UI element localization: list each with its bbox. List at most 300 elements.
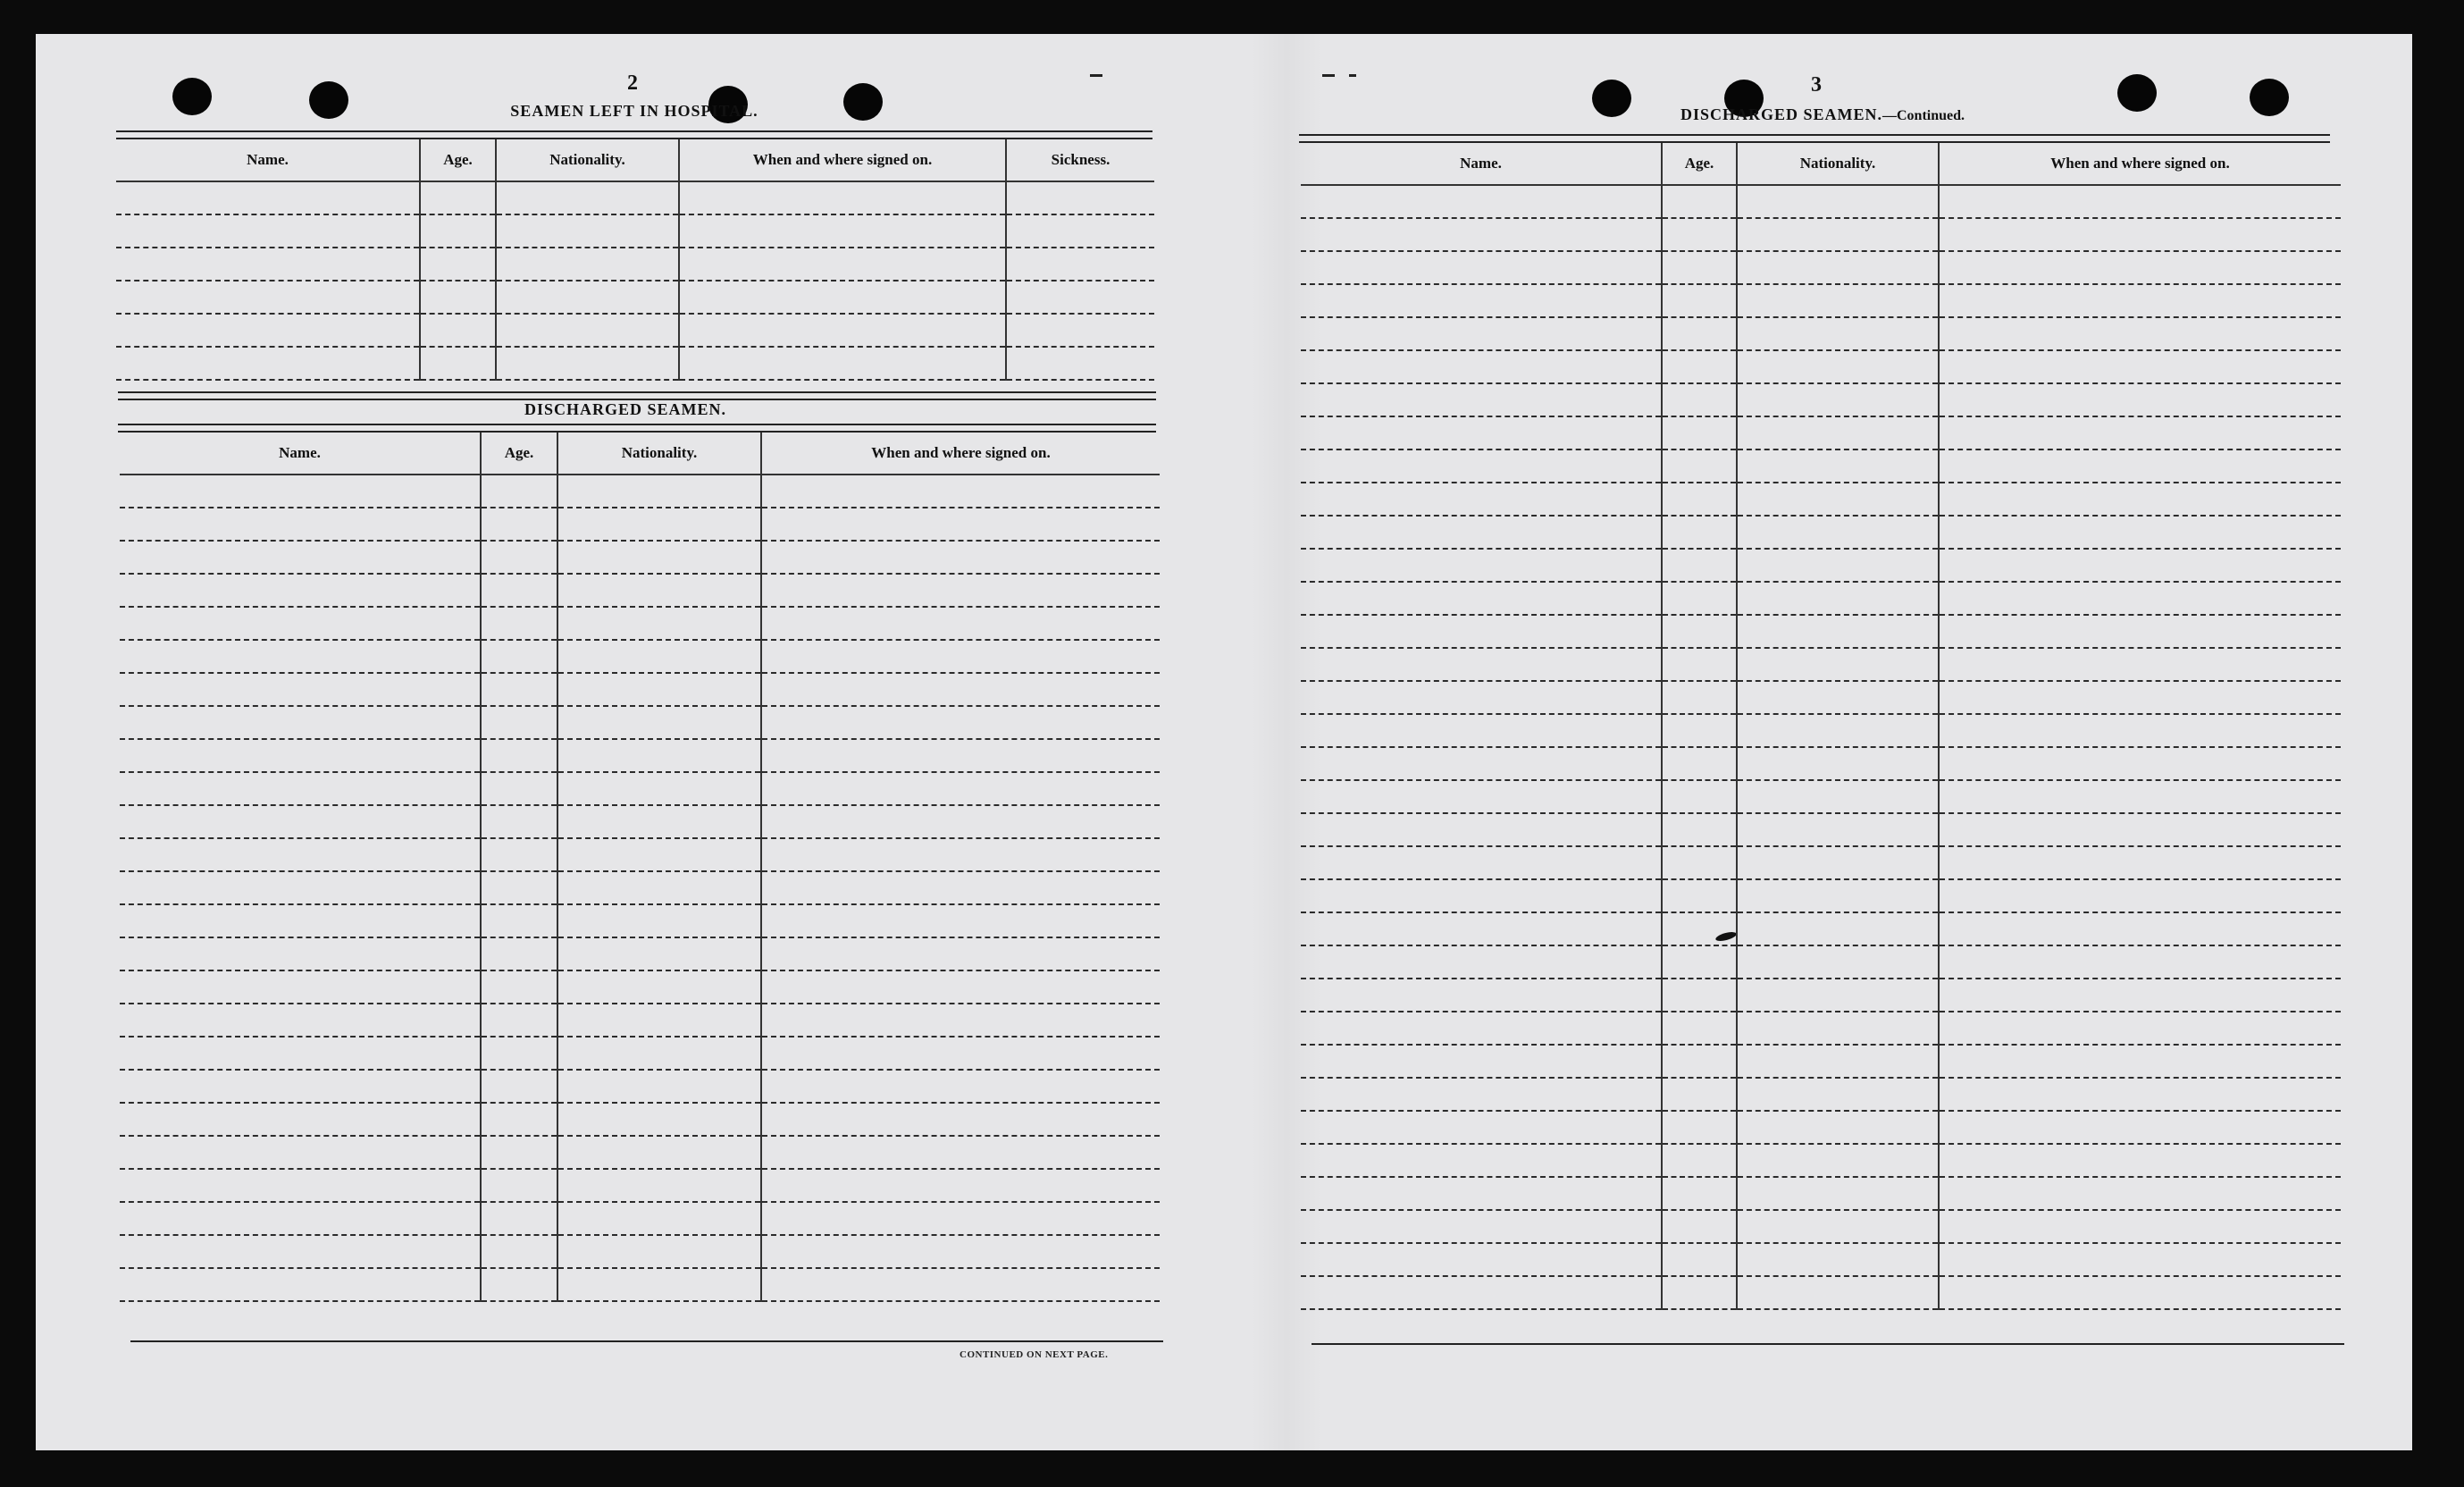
table-row bbox=[120, 1268, 1160, 1301]
blank-cell bbox=[1939, 979, 2341, 1012]
table-row bbox=[1301, 185, 2341, 218]
blank-cell bbox=[481, 1037, 557, 1070]
table-row bbox=[120, 739, 1160, 772]
blank-cell bbox=[1737, 1045, 1939, 1078]
blank-cell bbox=[1662, 516, 1737, 549]
table-row bbox=[1301, 516, 2341, 549]
table-row bbox=[1301, 1276, 2341, 1309]
blank-cell bbox=[1301, 714, 1662, 747]
table-row bbox=[1301, 483, 2341, 516]
blank-cell bbox=[1662, 1045, 1737, 1078]
bottom-rule bbox=[130, 1340, 1163, 1342]
blank-cell bbox=[120, 805, 481, 838]
table-row bbox=[120, 772, 1160, 805]
blank-cell bbox=[1939, 681, 2341, 714]
blank-cell bbox=[679, 248, 1006, 281]
blank-cell bbox=[1939, 1177, 2341, 1210]
blank-cell bbox=[1662, 1144, 1737, 1177]
blank-cell bbox=[116, 214, 420, 248]
blank-cell bbox=[420, 314, 496, 347]
column-header: Name. bbox=[116, 139, 420, 181]
table-row bbox=[120, 805, 1160, 838]
blank-cell bbox=[1939, 1276, 2341, 1309]
blank-cell bbox=[761, 871, 1160, 904]
blank-cell bbox=[1662, 979, 1737, 1012]
blank-cell bbox=[1006, 314, 1154, 347]
blank-cell bbox=[120, 1235, 481, 1268]
blank-cell bbox=[557, 508, 761, 541]
blank-cell bbox=[1662, 1177, 1737, 1210]
blank-cell bbox=[481, 871, 557, 904]
blank-cell bbox=[1939, 912, 2341, 945]
blank-cell bbox=[1939, 648, 2341, 681]
blank-cell bbox=[1939, 846, 2341, 879]
blank-cell bbox=[1737, 185, 1939, 218]
blank-cell bbox=[1737, 945, 1939, 979]
blank-cell bbox=[1737, 615, 1939, 648]
blank-cell bbox=[1939, 1111, 2341, 1144]
table-row bbox=[1301, 1111, 2341, 1144]
blank-cell bbox=[120, 508, 481, 541]
blank-cell bbox=[557, 673, 761, 706]
blank-cell bbox=[557, 1103, 761, 1136]
page-number: 2 bbox=[627, 71, 638, 95]
blank-cell bbox=[481, 904, 557, 937]
blank-cell bbox=[1662, 813, 1737, 846]
hospital-rows bbox=[116, 181, 1154, 380]
table-row bbox=[120, 574, 1160, 607]
blank-cell bbox=[1662, 1012, 1737, 1045]
blank-cell bbox=[481, 607, 557, 640]
blank-cell bbox=[679, 347, 1006, 380]
blank-cell bbox=[557, 970, 761, 1004]
blank-cell bbox=[481, 739, 557, 772]
blank-cell bbox=[1006, 281, 1154, 314]
blank-cell bbox=[1301, 648, 1662, 681]
table-row bbox=[1301, 1177, 2341, 1210]
blank-cell bbox=[1737, 251, 1939, 284]
table-row bbox=[1301, 383, 2341, 416]
blank-cell bbox=[557, 1037, 761, 1070]
table-row bbox=[1301, 912, 2341, 945]
section-title: DISCHARGED SEAMEN. bbox=[524, 400, 727, 418]
blank-cell bbox=[481, 805, 557, 838]
blank-cell bbox=[420, 181, 496, 214]
blank-cell bbox=[761, 805, 1160, 838]
table-row bbox=[116, 281, 1154, 314]
blank-cell bbox=[1301, 1045, 1662, 1078]
punch-hole bbox=[172, 78, 212, 115]
section-title bbox=[1635, 105, 2010, 124]
blank-cell bbox=[761, 508, 1160, 541]
blank-cell bbox=[116, 248, 420, 281]
blank-cell bbox=[1737, 846, 1939, 879]
blank-cell bbox=[557, 706, 761, 739]
blank-cell bbox=[1737, 218, 1939, 251]
column-header: When and where signed on. bbox=[679, 139, 1006, 181]
table-row bbox=[1301, 1045, 2341, 1078]
blank-cell bbox=[120, 673, 481, 706]
blank-cell bbox=[1301, 979, 1662, 1012]
table-row bbox=[1301, 549, 2341, 582]
blank-cell bbox=[120, 1136, 481, 1169]
blank-cell bbox=[481, 640, 557, 673]
table-row bbox=[1301, 284, 2341, 317]
blank-cell bbox=[1737, 1243, 1939, 1276]
blank-cell bbox=[1301, 615, 1662, 648]
blank-cell bbox=[1737, 780, 1939, 813]
table-row bbox=[120, 1004, 1160, 1037]
blank-cell bbox=[761, 1268, 1160, 1301]
blank-cell bbox=[1737, 681, 1939, 714]
blank-cell bbox=[1301, 251, 1662, 284]
blank-cell bbox=[1006, 248, 1154, 281]
blank-cell bbox=[481, 475, 557, 508]
blank-cell bbox=[120, 640, 481, 673]
table-row bbox=[120, 1103, 1160, 1136]
blank-cell bbox=[120, 739, 481, 772]
blank-cell bbox=[1662, 714, 1737, 747]
blank-cell bbox=[120, 1070, 481, 1103]
blank-cell bbox=[1301, 1078, 1662, 1111]
blank-cell bbox=[1662, 648, 1737, 681]
column-header: Name. bbox=[120, 433, 481, 475]
table-row bbox=[1301, 449, 2341, 483]
blank-cell bbox=[496, 214, 679, 248]
table-row bbox=[116, 248, 1154, 281]
blank-cell bbox=[557, 1268, 761, 1301]
blank-cell bbox=[761, 1169, 1160, 1202]
blank-cell bbox=[1006, 347, 1154, 380]
punch-hole bbox=[309, 81, 348, 119]
blank-cell bbox=[120, 574, 481, 607]
blank-cell bbox=[1737, 416, 1939, 449]
blank-cell bbox=[120, 1103, 481, 1136]
table-row bbox=[120, 838, 1160, 871]
blank-cell bbox=[1301, 483, 1662, 516]
blank-cell bbox=[1737, 879, 1939, 912]
blank-cell bbox=[496, 347, 679, 380]
blank-cell bbox=[1301, 681, 1662, 714]
table-row bbox=[120, 871, 1160, 904]
discharged-table-left bbox=[120, 433, 1160, 1302]
blank-cell bbox=[116, 281, 420, 314]
table-row bbox=[1301, 1210, 2341, 1243]
blank-cell bbox=[1737, 383, 1939, 416]
discharged-table-right bbox=[1301, 143, 2341, 1310]
table-row bbox=[1301, 945, 2341, 979]
table-row bbox=[1301, 780, 2341, 813]
blank-cell bbox=[1301, 582, 1662, 615]
blank-cell bbox=[496, 281, 679, 314]
blank-cell bbox=[481, 1136, 557, 1169]
column-header: When and where signed on. bbox=[761, 433, 1160, 475]
blank-cell bbox=[481, 541, 557, 574]
blank-cell bbox=[557, 772, 761, 805]
blank-cell bbox=[1662, 449, 1737, 483]
blank-cell bbox=[420, 347, 496, 380]
blank-cell bbox=[1662, 383, 1737, 416]
blank-cell bbox=[557, 1136, 761, 1169]
blank-cell bbox=[761, 1070, 1160, 1103]
column-header: Name. bbox=[1301, 143, 1662, 185]
discharged-rows-left bbox=[120, 475, 1160, 1301]
blank-cell bbox=[1939, 945, 2341, 979]
table-row bbox=[1301, 1243, 2341, 1276]
double-rule bbox=[116, 130, 1152, 139]
blank-cell bbox=[1662, 218, 1737, 251]
blank-cell bbox=[1662, 416, 1737, 449]
section-title: SEAMEN LEFT IN HOSPITAL. bbox=[510, 102, 758, 120]
table-row bbox=[116, 214, 1154, 248]
blank-cell bbox=[496, 181, 679, 214]
blank-cell bbox=[120, 607, 481, 640]
blank-cell bbox=[1301, 1276, 1662, 1309]
blank-cell bbox=[1662, 747, 1737, 780]
blank-cell bbox=[1301, 383, 1662, 416]
blank-cell bbox=[1301, 317, 1662, 350]
blank-cell bbox=[1662, 879, 1737, 912]
blank-cell bbox=[1737, 516, 1939, 549]
blank-cell bbox=[1939, 516, 2341, 549]
bottom-rule bbox=[1312, 1343, 2344, 1345]
blank-cell bbox=[557, 541, 761, 574]
blank-cell bbox=[1662, 846, 1737, 879]
blank-cell bbox=[1301, 813, 1662, 846]
blank-cell bbox=[1939, 879, 2341, 912]
blank-cell bbox=[481, 706, 557, 739]
blank-cell bbox=[1006, 181, 1154, 214]
blank-cell bbox=[1939, 582, 2341, 615]
blank-cell bbox=[761, 1202, 1160, 1235]
blank-cell bbox=[557, 607, 761, 640]
blank-cell bbox=[761, 1103, 1160, 1136]
blank-cell bbox=[1939, 549, 2341, 582]
blank-cell bbox=[1006, 214, 1154, 248]
blank-cell bbox=[1737, 1210, 1939, 1243]
table-row bbox=[120, 706, 1160, 739]
blank-cell bbox=[557, 1235, 761, 1268]
blank-cell bbox=[120, 838, 481, 871]
blank-cell bbox=[1301, 218, 1662, 251]
blank-cell bbox=[1737, 350, 1939, 383]
table-row bbox=[120, 1070, 1160, 1103]
table-row bbox=[120, 937, 1160, 970]
blank-cell bbox=[761, 937, 1160, 970]
table-row bbox=[120, 1202, 1160, 1235]
table-row bbox=[1301, 813, 2341, 846]
blank-cell bbox=[557, 937, 761, 970]
double-rule bbox=[118, 424, 1156, 433]
blank-cell bbox=[557, 640, 761, 673]
blank-cell bbox=[1662, 549, 1737, 582]
table-row bbox=[1301, 979, 2341, 1012]
table-row bbox=[120, 541, 1160, 574]
blank-cell bbox=[1737, 549, 1939, 582]
blank-cell bbox=[1939, 284, 2341, 317]
blank-cell bbox=[120, 1169, 481, 1202]
blank-cell bbox=[1301, 1210, 1662, 1243]
blank-cell bbox=[481, 970, 557, 1004]
blank-cell bbox=[1939, 185, 2341, 218]
blank-cell bbox=[557, 1169, 761, 1202]
blank-cell bbox=[481, 1169, 557, 1202]
blank-cell bbox=[557, 904, 761, 937]
blank-cell bbox=[116, 181, 420, 214]
table-row bbox=[120, 1235, 1160, 1268]
blank-cell bbox=[761, 706, 1160, 739]
blank-cell bbox=[1662, 615, 1737, 648]
table-row bbox=[1301, 714, 2341, 747]
blank-cell bbox=[1939, 1243, 2341, 1276]
blank-cell bbox=[761, 970, 1160, 1004]
blank-cell bbox=[1662, 350, 1737, 383]
table-row bbox=[1301, 879, 2341, 912]
double-rule bbox=[1299, 134, 2330, 143]
blank-cell bbox=[1737, 1276, 1939, 1309]
blank-cell bbox=[557, 739, 761, 772]
blank-cell bbox=[679, 314, 1006, 347]
table-row bbox=[116, 181, 1154, 214]
blank-cell bbox=[1301, 1243, 1662, 1276]
column-header: Nationality. bbox=[496, 139, 679, 181]
blank-cell bbox=[1939, 747, 2341, 780]
scan-mark bbox=[1349, 74, 1356, 77]
blank-cell bbox=[481, 1004, 557, 1037]
blank-cell bbox=[1301, 549, 1662, 582]
blank-cell bbox=[1939, 1144, 2341, 1177]
blank-cell bbox=[1662, 780, 1737, 813]
blank-cell bbox=[1939, 615, 2341, 648]
blank-cell bbox=[1939, 416, 2341, 449]
blank-cell bbox=[120, 1004, 481, 1037]
blank-cell bbox=[1737, 912, 1939, 945]
blank-cell bbox=[557, 1004, 761, 1037]
table-row bbox=[120, 1169, 1160, 1202]
blank-cell bbox=[481, 937, 557, 970]
blank-cell bbox=[1737, 1177, 1939, 1210]
double-rule bbox=[118, 391, 1156, 400]
blank-cell bbox=[1737, 648, 1939, 681]
blank-cell bbox=[496, 314, 679, 347]
table-row bbox=[1301, 846, 2341, 879]
blank-cell bbox=[120, 1202, 481, 1235]
blank-cell bbox=[120, 706, 481, 739]
blank-cell bbox=[481, 508, 557, 541]
blank-cell bbox=[1939, 350, 2341, 383]
blank-cell bbox=[481, 838, 557, 871]
blank-cell bbox=[1939, 218, 2341, 251]
blank-cell bbox=[120, 541, 481, 574]
column-header: Nationality. bbox=[1737, 143, 1939, 185]
column-header: When and where signed on. bbox=[1939, 143, 2341, 185]
table-row bbox=[1301, 615, 2341, 648]
table-row bbox=[120, 475, 1160, 508]
blank-cell bbox=[679, 181, 1006, 214]
blank-cell bbox=[1737, 317, 1939, 350]
table-row bbox=[1301, 350, 2341, 383]
blank-cell bbox=[1939, 483, 2341, 516]
blank-cell bbox=[679, 281, 1006, 314]
blank-cell bbox=[120, 1268, 481, 1301]
blank-cell bbox=[1662, 1243, 1737, 1276]
blank-cell bbox=[1737, 1078, 1939, 1111]
blank-cell bbox=[1301, 747, 1662, 780]
blank-cell bbox=[1662, 912, 1737, 945]
blank-cell bbox=[557, 475, 761, 508]
table-row bbox=[1301, 681, 2341, 714]
table-row bbox=[116, 347, 1154, 380]
blank-cell bbox=[1301, 284, 1662, 317]
column-header: Age. bbox=[481, 433, 557, 475]
blank-cell bbox=[496, 248, 679, 281]
table-row bbox=[1301, 317, 2341, 350]
blank-cell bbox=[1662, 945, 1737, 979]
blank-cell bbox=[1939, 1078, 2341, 1111]
table-row bbox=[120, 1037, 1160, 1070]
blank-cell bbox=[761, 541, 1160, 574]
blank-cell bbox=[557, 1070, 761, 1103]
blank-cell bbox=[420, 281, 496, 314]
scan-mark bbox=[1322, 74, 1335, 77]
blank-cell bbox=[1301, 350, 1662, 383]
continued-note: CONTINUED ON NEXT PAGE. bbox=[960, 1349, 1109, 1360]
blank-cell bbox=[761, 1037, 1160, 1070]
discharged-rows-right bbox=[1301, 185, 2341, 1309]
blank-cell bbox=[1301, 912, 1662, 945]
blank-cell bbox=[1662, 483, 1737, 516]
blank-cell bbox=[481, 1103, 557, 1136]
blank-cell bbox=[1737, 284, 1939, 317]
table-row bbox=[1301, 1012, 2341, 1045]
table-row bbox=[1301, 416, 2341, 449]
blank-cell bbox=[557, 871, 761, 904]
blank-cell bbox=[761, 475, 1160, 508]
blank-cell bbox=[120, 937, 481, 970]
blank-cell bbox=[1301, 780, 1662, 813]
blank-cell bbox=[1662, 681, 1737, 714]
blank-cell bbox=[761, 607, 1160, 640]
blank-cell bbox=[481, 772, 557, 805]
blank-cell bbox=[1662, 284, 1737, 317]
table-row bbox=[1301, 582, 2341, 615]
blank-cell bbox=[1662, 251, 1737, 284]
blank-cell bbox=[420, 248, 496, 281]
blank-cell bbox=[120, 1037, 481, 1070]
blank-cell bbox=[1662, 1276, 1737, 1309]
page-number: 3 bbox=[1811, 73, 1822, 97]
blank-cell bbox=[1737, 714, 1939, 747]
table-row bbox=[120, 970, 1160, 1004]
blank-cell bbox=[1939, 317, 2341, 350]
blank-cell bbox=[1737, 449, 1939, 483]
column-header: Sickness. bbox=[1006, 139, 1154, 181]
punch-hole bbox=[1592, 80, 1631, 117]
blank-cell bbox=[761, 904, 1160, 937]
table-row bbox=[1301, 1078, 2341, 1111]
table-row bbox=[120, 508, 1160, 541]
blank-cell bbox=[679, 214, 1006, 248]
blank-cell bbox=[761, 640, 1160, 673]
blank-cell bbox=[557, 838, 761, 871]
blank-cell bbox=[1939, 1045, 2341, 1078]
hospital-table bbox=[116, 139, 1154, 381]
table-row bbox=[120, 640, 1160, 673]
blank-cell bbox=[1301, 1177, 1662, 1210]
blank-cell bbox=[761, 673, 1160, 706]
blank-cell bbox=[761, 1136, 1160, 1169]
blank-cell bbox=[1301, 416, 1662, 449]
